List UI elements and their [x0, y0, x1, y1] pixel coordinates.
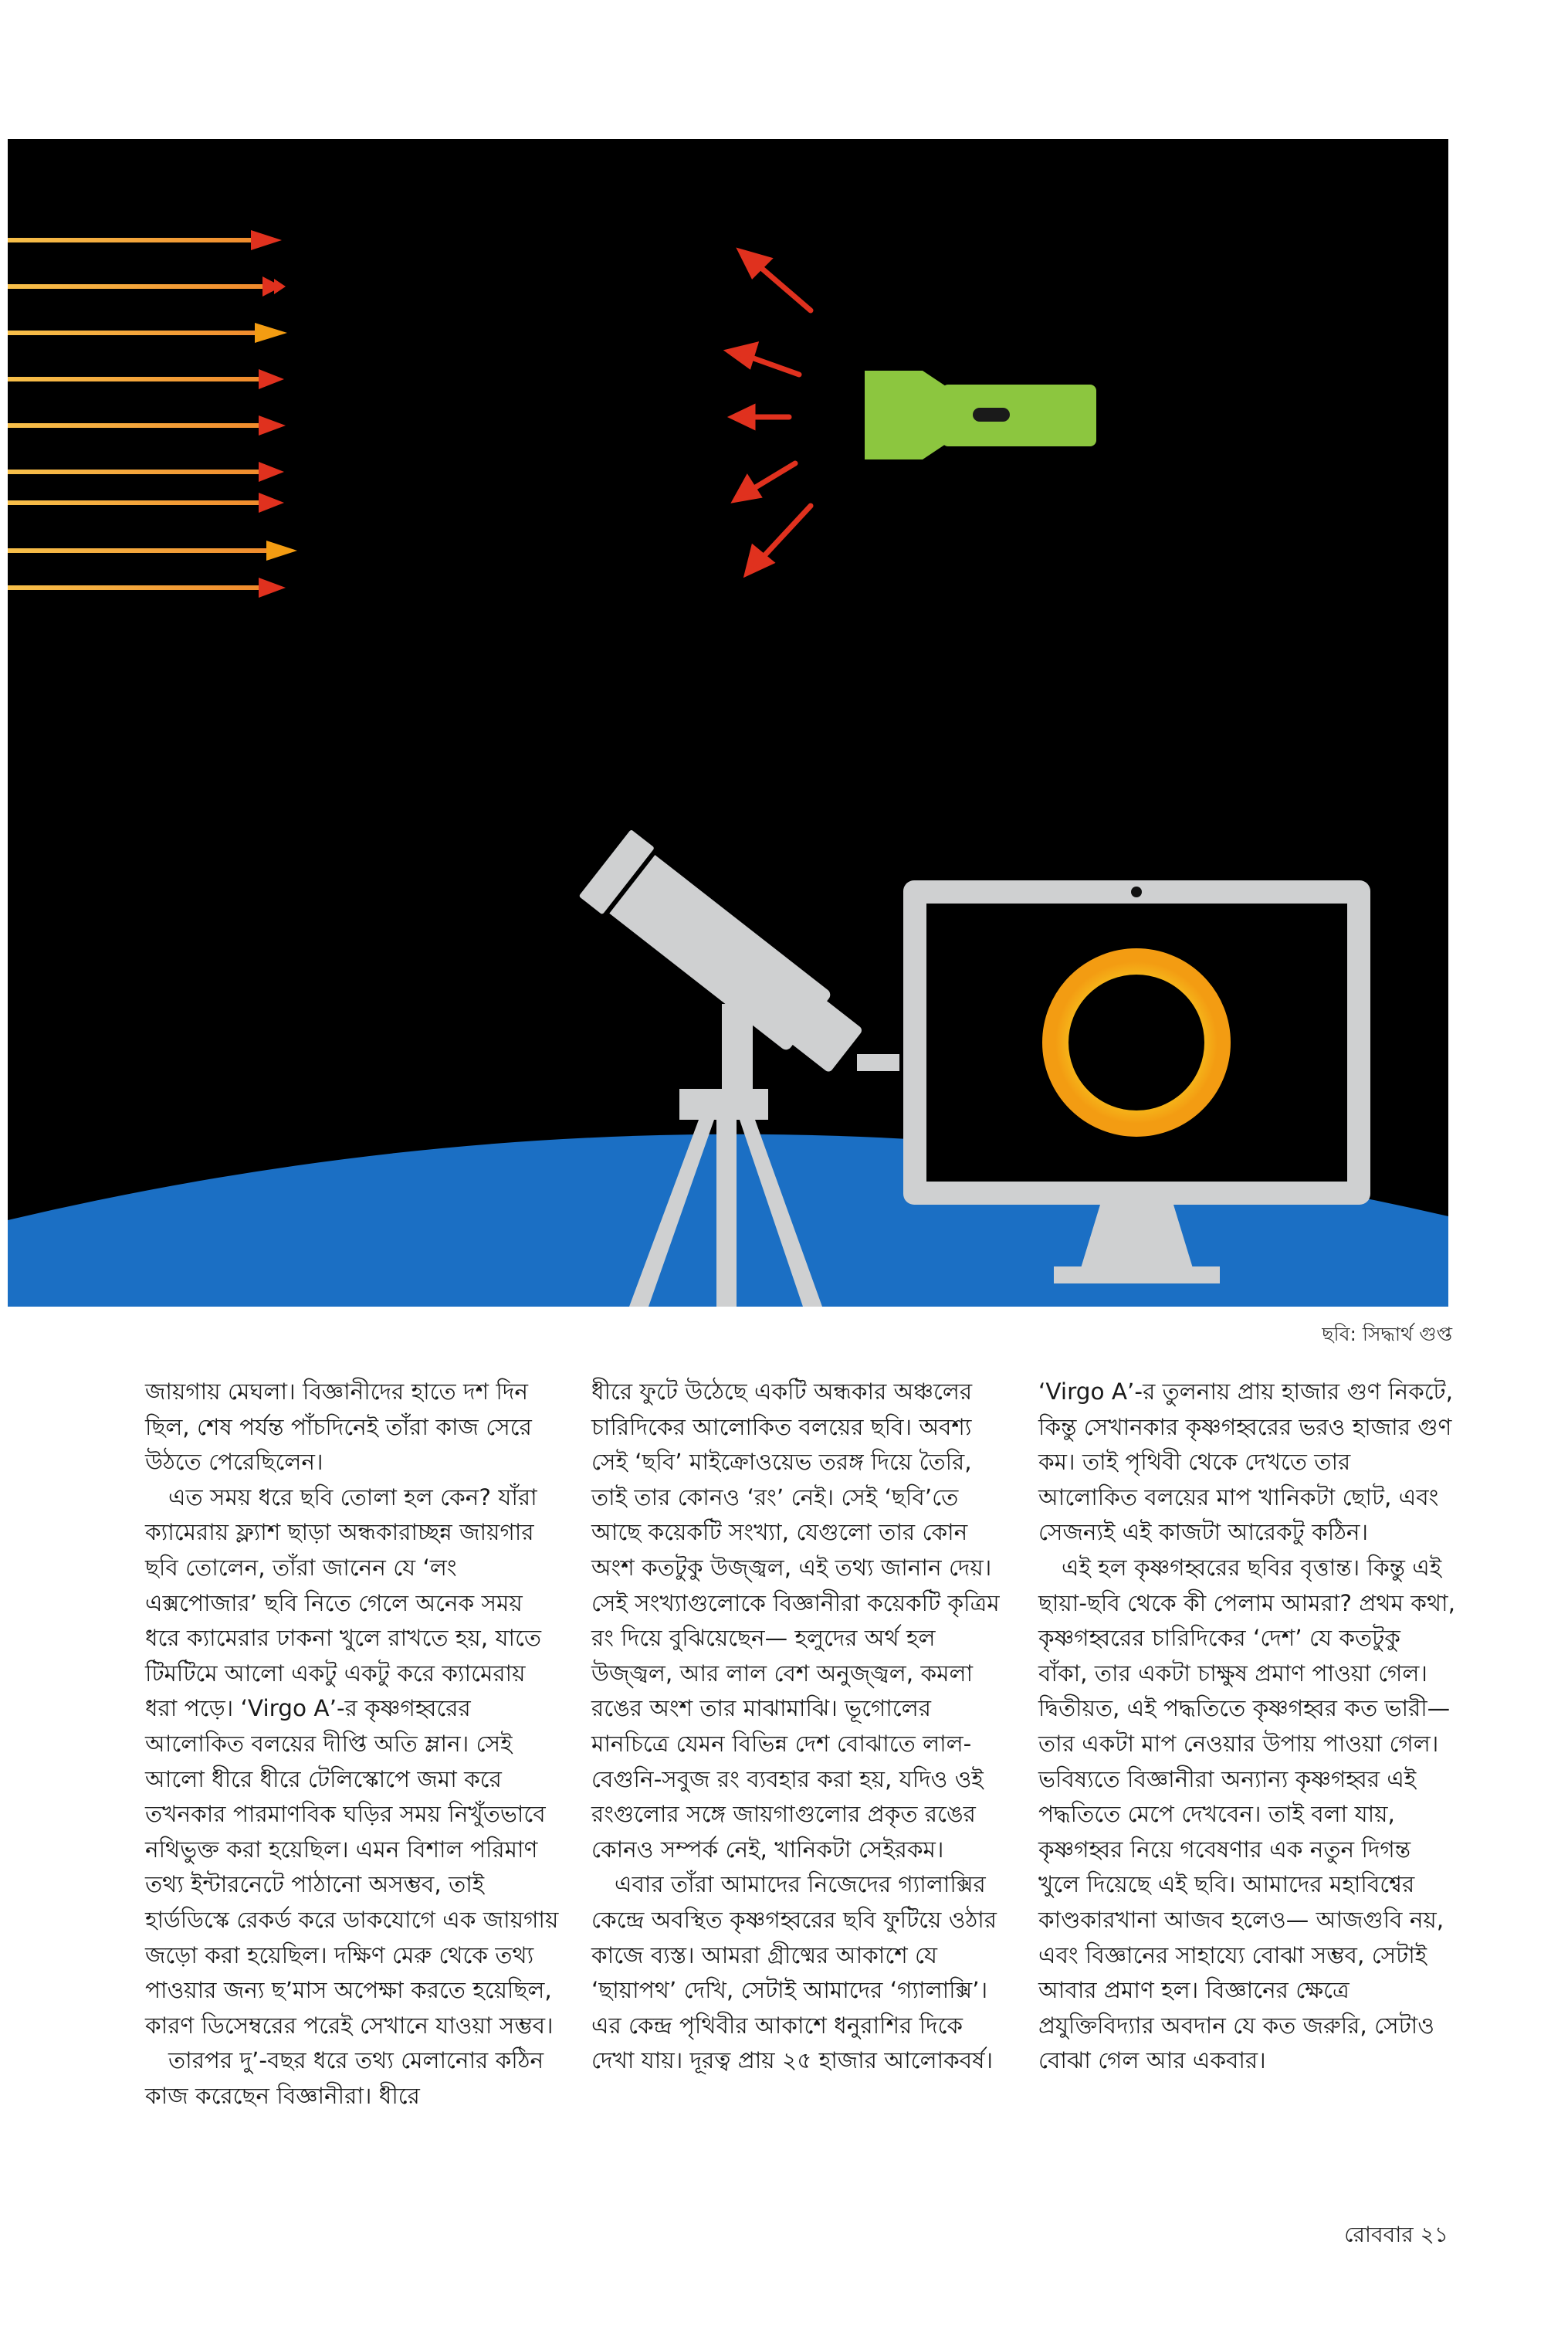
- photo-credit: ছবি: সিদ্ধার্থ গুপ্ত: [1322, 1323, 1452, 1345]
- text-column-2: [591, 1375, 1008, 2079]
- paragraph: ধীরে ফুটে উঠেছে একটি অন্ধকার অঞ্চলের চারিদিকের আলোকিত বলয়ের ছবি। অবশ্য সেই ‘ছবি’ মাইক্রোওয়েভ তরঙ্গ দিয়ে তৈরি, তাই তার কোনও ‘রং’ নেই। সেই ‘ছবি’তে আছে কয়েকটি সংখ্যা, যেগুলো তার কোন অংশ কতটুকু উজ্জ্বল, এই তথ্য জানান দেয়। সেই সংখ্যাগুলোকে বিজ্ঞানীরা কয়েকটি কৃত্রিম রং দিয়ে বুঝিয়েছেন— হলুদের অর্থ হল উজ্জ্বল, আর লাল বেশ অনুজ্জ্বল, কমলা রঙের অংশ তার মাঝামাঝি। ভূগোলের মানচিত্রে যেমন বিভিন্ন দেশ বোঝাতে লাল-বেগুনি-সবুজ রং ব্যবহার করা হয়, যদিও ওই রংগুলোর সঙ্গে জায়গাগুলোর প্রকৃত রঙের কোনও সম্পর্ক নেই, খানিকটা সেইরকম।: [591, 1378, 1000, 1863]
- page-footer: রোববার ২১: [1344, 2222, 1448, 2247]
- text-column-1: [145, 1375, 562, 2114]
- paragraph: ‘Virgo A’-র তুলনায় প্রায় হাজার গুণ নিকটে, কিন্তু সেখানকার কৃষ্ণগহ্বরের ভরও হাজার গুণ কম। তাই পৃথিবী থেকে দেখতে তার আলোকিত বলয়ের মাপ খানিকটা ছোট, এবং সেজন্যই এই কাজটা আরেকটু কঠিন।: [1038, 1378, 1454, 1546]
- paragraph: এই হল কৃষ্ণগহ্বরের ছবির বৃত্তান্ত। কিন্তু এই ছায়া-ছবি থেকে কী পেলাম আমরা? প্রথম কথা, কৃষ্ণগহ্বরের চারিদিকের ‘দেশ’ যে কতটুকু বাঁকা, তার একটা চাক্ষুষ প্রমাণ পাওয়া গেল। দ্বিতীয়ত, এই পদ্ধতিতে কৃষ্ণগহ্বর কত ভারী— তার একটা মাপ নেওয়ার উপায় পাওয়া গেল। ভবিষ্যতে বিজ্ঞানীরা অন্যান্য কৃষ্ণগহ্বর এই পদ্ধতিতে মেপে দেখবেন। তাই বলা যায়, কৃষ্ণগহ্বর নিয়ে গবেষণার এক নতুন দিগন্ত খুলে দিয়েছে এই ছবি। আমাদের মহাবিশ্বের কাণ্ডকারখানা আজব হলেও— আজগুবি নয়, এবং বিজ্ঞানের সাহায্যে বোঝা সম্ভব, সেটাই আবার প্রমাণ হল। বিজ্ঞানের ক্ষেত্রে প্রযুক্তিবিদ্যার অবদান যে কত জরুরি, সেটাও বোঝা গেল আর একবার।: [1038, 1554, 1455, 2074]
- text-column-3: [1038, 1375, 1455, 2079]
- paragraph: এত সময় ধরে ছবি তোলা হল কেন? যাঁরা ক্যামেরায় ফ্ল্যাশ ছাড়া অন্ধকারাচ্ছন্ন জায়গার ছবি তোলেন, তাঁরা জানেন যে ‘লং এক্সপোজার’ ছবি নিতে গেলে অনেক সময় ধরে ক্যামেরার ঢাকনা খুলে রাখতে হয়, যাতে টিমটিমে আলো একটু একটু করে ক্যামেরায় ধরা পড়ে। ‘Virgo A’-র কৃষ্ণগহ্বরের আলোকিত বলয়ের দীপ্তি অতি ম্লান। সেই আলো ধীরে ধীরে টেলিস্কোপে জমা করে তখনকার পারমাণবিক ঘড়ির সময় নিখুঁতভাবে নথিভুক্ত করা হয়েছিল। এমন বিশাল পরিমাণ তথ্য ইন্টারনেটে পাঠানো অসম্ভব, তাই হার্ডডিস্কে রেকর্ড করে ডাকযোগে এক জায়গায় জড়ো করা হয়েছিল। দক্ষিণ মেরু থেকে তথ্য পাওয়ার জন্য ছ’মাস অপেক্ষা করতে হয়েছিল, কারণ ডিসেম্বরের পরেই সেখানে যাওয়া সম্ভব।: [145, 1483, 559, 2039]
- paragraph: এবার তাঁরা আমাদের নিজেদের গ্যালাক্সির কেন্দ্রে অবস্থিত কৃষ্ণগহ্বরের ছবি ফুটিয়ে ওঠার কাজে ব্যস্ত। আমরা গ্রীষ্মের আকাশে যে ‘ছায়াপথ’ দেখি, সেটাই আমাদের ‘গ্যালাক্সি’। এর কেন্দ্র পৃথিবীর আকাশে ধনুরাশির দিকে দেখা যায়। দূরত্ব প্রায় ২৫ হাজার আলোকবর্ষ।: [591, 1871, 997, 2074]
- illustration: [8, 139, 1448, 1307]
- paragraph: তারপর দু’-বছর ধরে তথ্য মেলানোর কঠিন কাজ করেছেন বিজ্ঞানীরা। ধীরে: [145, 2047, 544, 2109]
- paragraph: জায়গায় মেঘলা। বিজ্ঞানীদের হাতে দশ দিন ছিল, শেষ পর্যন্ত পাঁচদিনেই তাঁরা কাজ সেরে উঠতে পেরেছিলেন।: [145, 1378, 532, 1476]
